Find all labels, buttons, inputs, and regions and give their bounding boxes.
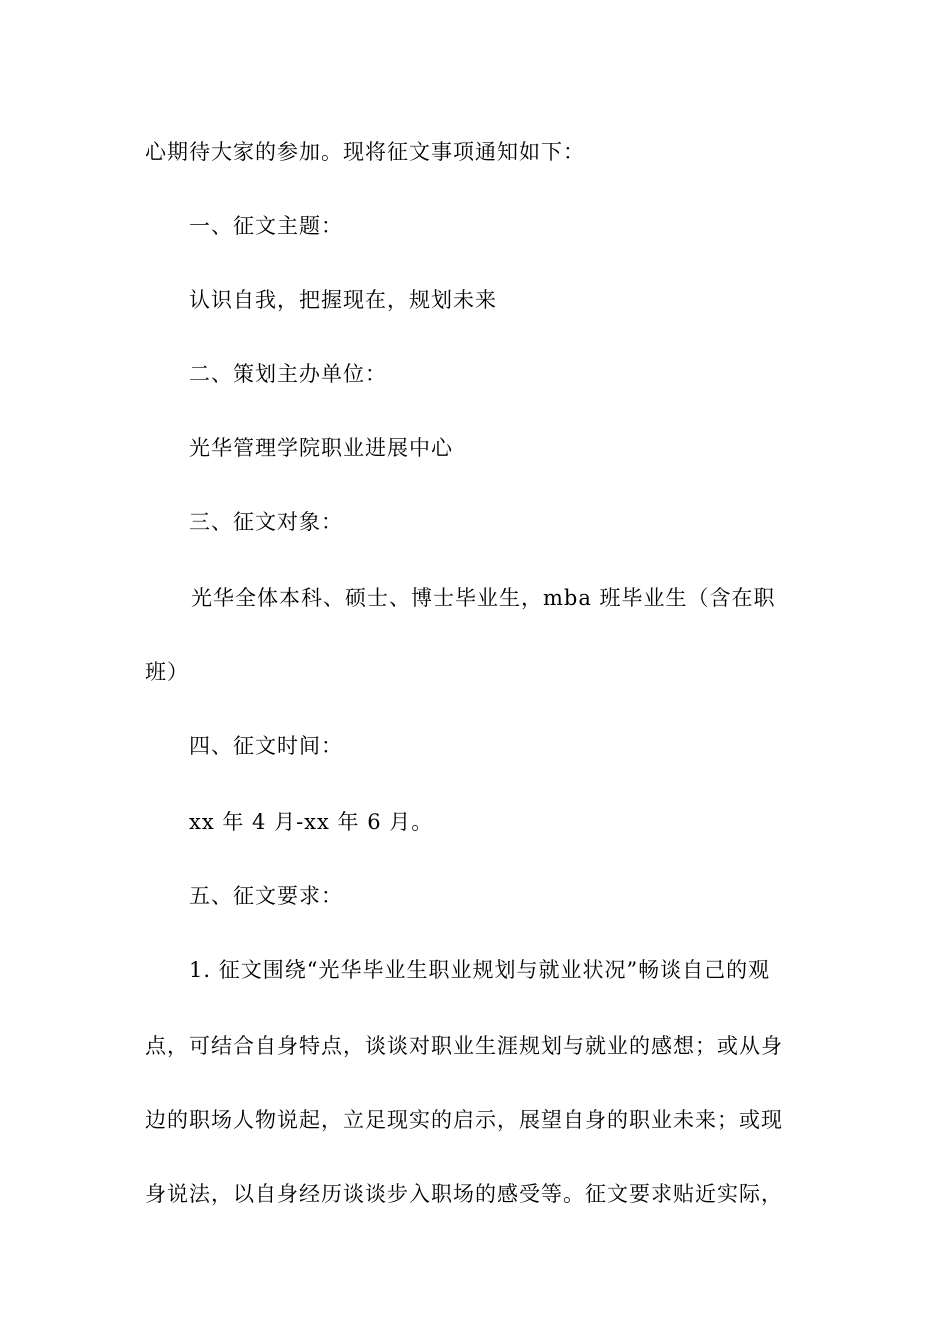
audience-text-line-2: 班） [145,660,189,684]
requirements-line-1: 1. 征文围绕“光华毕业生职业规划与就业状况”畅谈自己的观 [189,958,771,982]
section-heading-organizer: 二、策划主办单位： [189,362,387,386]
section-heading-requirements: 五、征文要求： [189,884,343,908]
section-heading-theme: 一、征文主题： [189,214,343,238]
requirements-line-4: 身说法，以自身经历谈谈步入职场的感受等。征文要求贴近实际， [145,1182,783,1206]
section-heading-audience: 三、征文对象： [189,510,343,534]
section-heading-time: 四、征文时间： [189,734,343,758]
paragraph-intro-tail: 心期待大家的参加。现将征文事项通知如下： [145,140,585,164]
requirements-line-3: 边的职场人物说起，立足现实的启示，展望自身的职业未来；或现 [145,1108,783,1132]
organizer-text: 光华管理学院职业进展中心 [189,436,453,460]
theme-text: 认识自我，把握现在，规划未来 [189,288,497,312]
audience-text-line-1: 光华全体本科、硕士、博士毕业生，mba 班毕业生（含在职 [191,586,776,610]
requirements-line-2: 点，可结合自身特点，谈谈对职业生涯规划与就业的感想；或从身 [145,1034,783,1058]
time-text: xx 年 4 月-xx 年 6 月。 [189,810,434,834]
